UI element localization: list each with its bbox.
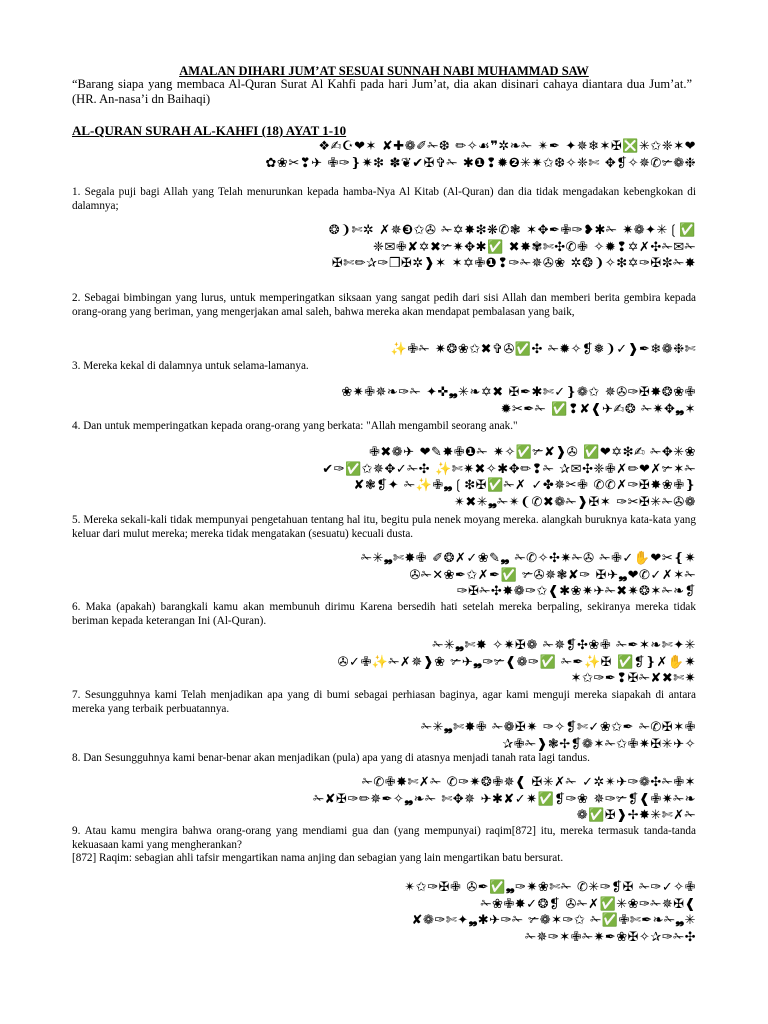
verse-1-translation: 1. Segala puji bagi Allah yang Telah menurunkan kepada hamba-Nya Al Kitab (Al-Quran) dan dia tidak mengadakan kebengkokan di dalamnya; — [72, 186, 696, 212]
verse-4-translation: 4. Dan untuk memperingatkan kepada orang-orang yang berkata: "Allah mengambil seorang anak." — [72, 420, 518, 432]
verse-2-arabic: ❂❩✄✲ ✗✵❸✩✇ ✁✡✸❇❋✆❃ ✶✥✒✙✑❥✱✁ ✷❁✦✳❲✅ ❈✉✙✘✡✖✃✷✥✱✅ ✖✸✾✄✣✆✙ ✧✹❢✡✗✣✁✉✁ ✠✄✏✰✑❒✠✲❱✶ ✶✡✙❶❢✑✁✵✇❀ ✲❂❩✧❇✡✑✠✼✁✸ — [328, 223, 696, 271]
verse-2-translation: 2. Sebagai bimbingan yang lurus, untuk memperingatkan siksaan yang sangat pedih dari sisi Allah dan memberi berita gembira kepada orang-orang yang beriman, yang mengerjakan amal saleh, bahwa mereka akan mendapat pembalasan yang baik, — [72, 292, 696, 318]
verse-4-arabic: ❀✷✙✵❧✑✁ ✦✜❠✳❧✡✖ ✠✒✱✄✓❵❁✩ ✵✇✑✠✸❂❀✙ ✹✂✒✁ ✅❢✘❰✈✍❂ ✁✷✥❠✶ — [341, 385, 696, 417]
verse-10-arabic: ✴✩✑✠✙ ✇✒✅❠✑✷❀✄✁ ✆✳✑❡✠ ✁✑✓✧✙ ✁❀✙✸✓❂❡ ✇✁✗✅✳❀✑✁✵✠❰ ✘❁✑✄✦❠✱✈✑✁ ✃❁✶✑✩ ✁✅✙✄✒❧✁❠✳ ✁✵✑✶✙✁✷✒❀✠✧✰✑✁✣ — [404, 880, 696, 945]
verse-3-arabic: ✨✙✁ ✷❂❀✩✖✞✇✅✣ ✁✹✧❡❅❩✓❱✒❄❁❉✄ — [390, 342, 696, 357]
verse-6-translation: 6. Maka (apakah) barangkali kamu akan membunuh dirimu Karena bersedih hati setelah mereka berpaling, sekiranya mereka tidak beriman kepada keterangan Ini (Al-Quran). — [72, 601, 696, 627]
verse-5-arabic: ✙✖❁✈ ❤✎✸✙❶✁ ✷✧✅✃✘❱✇ ✅❤✡❇✍ ✁✥✳❀ ✔✑✅✩✵✥✓✁✣ ✨✄✷✖✧✱✥✏❢✁ ✰✉✣❈✙✗✏❤✗✃✶✁ ✘❃❡✦ ✁✨✙❠❲❇✠✅✁✗ ✓✤✵✂✙ ✆✆✗✑✠✸❀✙❵ ✴✖✳❠✁✴❨✆✖❁✁❱✠✶ ✑✂✠✳✁✇❁ — [322, 445, 696, 510]
verse-5-translation: 5. Mereka sekali-kali tidak mempunyai pengetahuan tentang hal itu, begitu pula nenek moyang mereka. alangkah buruknya kata-kata yang keluar dari mulut mereka; mereka tidak mengatakan (sesuatu) kecuali dusta. — [72, 514, 696, 540]
verse-8-translation: 8. Dan Sesungguhnya kami benar-benar akan menjadikan (pula) apa yang di atasnya menjadi tanah rata lagi tandus. — [72, 752, 590, 764]
verse-3-translation: 3. Mereka kekal di dalamnya untuk selama-lamanya. — [72, 360, 309, 372]
document-title: AMALAN DIHARI JUM’AT SESUAI SUNNAH NABI MUHAMMAD SAW — [179, 64, 589, 78]
verse-6-arabic: ✁✳❠✄✸✙ ✐❂✗✓❀✎❠ ✁✆✧✣✷✁✇ ✁✙✓✋❤✂❴✷ ✇✁✕❀✒✩✗✒✅ ✃✇✵❃✘✑ ✠✈❠❤✆✓✗✶✁ ✑✠✁✣✸❁✑✩❰✱❀✷✈✁✖✷❂✶✁❧❡ — [361, 551, 696, 599]
verse-8-arabic: ✁✳❠✄✸✙ ✁❁✠✷ ✑✧❡✄✓❀✩✒ ✁✆✠✶✙ ✰✙✁❱❃✢❡❁✶✁✩✙✷✠✳✈✧ — [421, 720, 696, 752]
verse-7-translation: 7. Sesungguhnya kami Telah menjadikan apa yang di bumi sebagai perhiasan baginya, agar kami menguji mereka siapakah di antara mereka yang terbaik perbuatannya. — [72, 689, 696, 715]
verse-9-translation: 9. Atau kamu mengira bahwa orang-orang yang mendiami gua dan (yang mempunyai) raqim[872] itu, mereka termasuk tanda-tanda kekuasaan kami yang mengherankan? [872] Raqim: sebagian ahli tafsir mengartikan nama anjing dan sebagian yang lain mengartikan batu bersurat. — [72, 825, 696, 864]
hadith-quote: “Barang siapa yang membaca Al-Quran Surat Al Kahfi pada hari Jum’at, dia akan disinari cahaya diantara dua Jum’at.” (HR. An-nasa’i dn Baihaqi) — [72, 77, 692, 106]
verse-9-arabic: ✁✆✙✸✄✗✁ ✆✑✷❂✙✵❰ ✠✳✗✁ ✓✲✴✈✑❁✣✁✙✶ ✁✘✠✑✏✵✒✧❠❧✁ ✄✥✵ ✈✱✘✓✷✅❡✑❀ ✵✑✃❡❰✙✷✁❧ ❁✅✠❱✢✸✳✄✗✁ — [313, 775, 696, 823]
verse-7-arabic: ✁✳❠✄✸ ✧✷✠❁ ✁✵❡✣❀✙ ✁✒✶❧✄✦✳ ✇✓✙✨✁✗✵❱❀ ✃✈❠✑✃❰❁✑✅ ✁✒✨✠ ✅❡❵✗✋✷ ✶✩✑✒❢✠✁✘✖✄✷ — [337, 638, 696, 686]
verse-1-arabic: ❖✍☪❤✶ ✘✚❁✐✁❆ ✏✧☙❞✲❧✁ ✴✒ ✦✵❄✶✠❎✳✩❈✶❤ ✿❀✂❣✈ ✙✑❵✷❇ ✽❦✔✠✞✁ ✱❶❢✹❷✳✷✩❆✧❈✄ ✥❡✧✵✆✃❁❉ — [265, 139, 696, 171]
surah-heading: AL-QURAN SURAH AL-KAHFI (18) AYAT 1-10 — [72, 123, 347, 138]
